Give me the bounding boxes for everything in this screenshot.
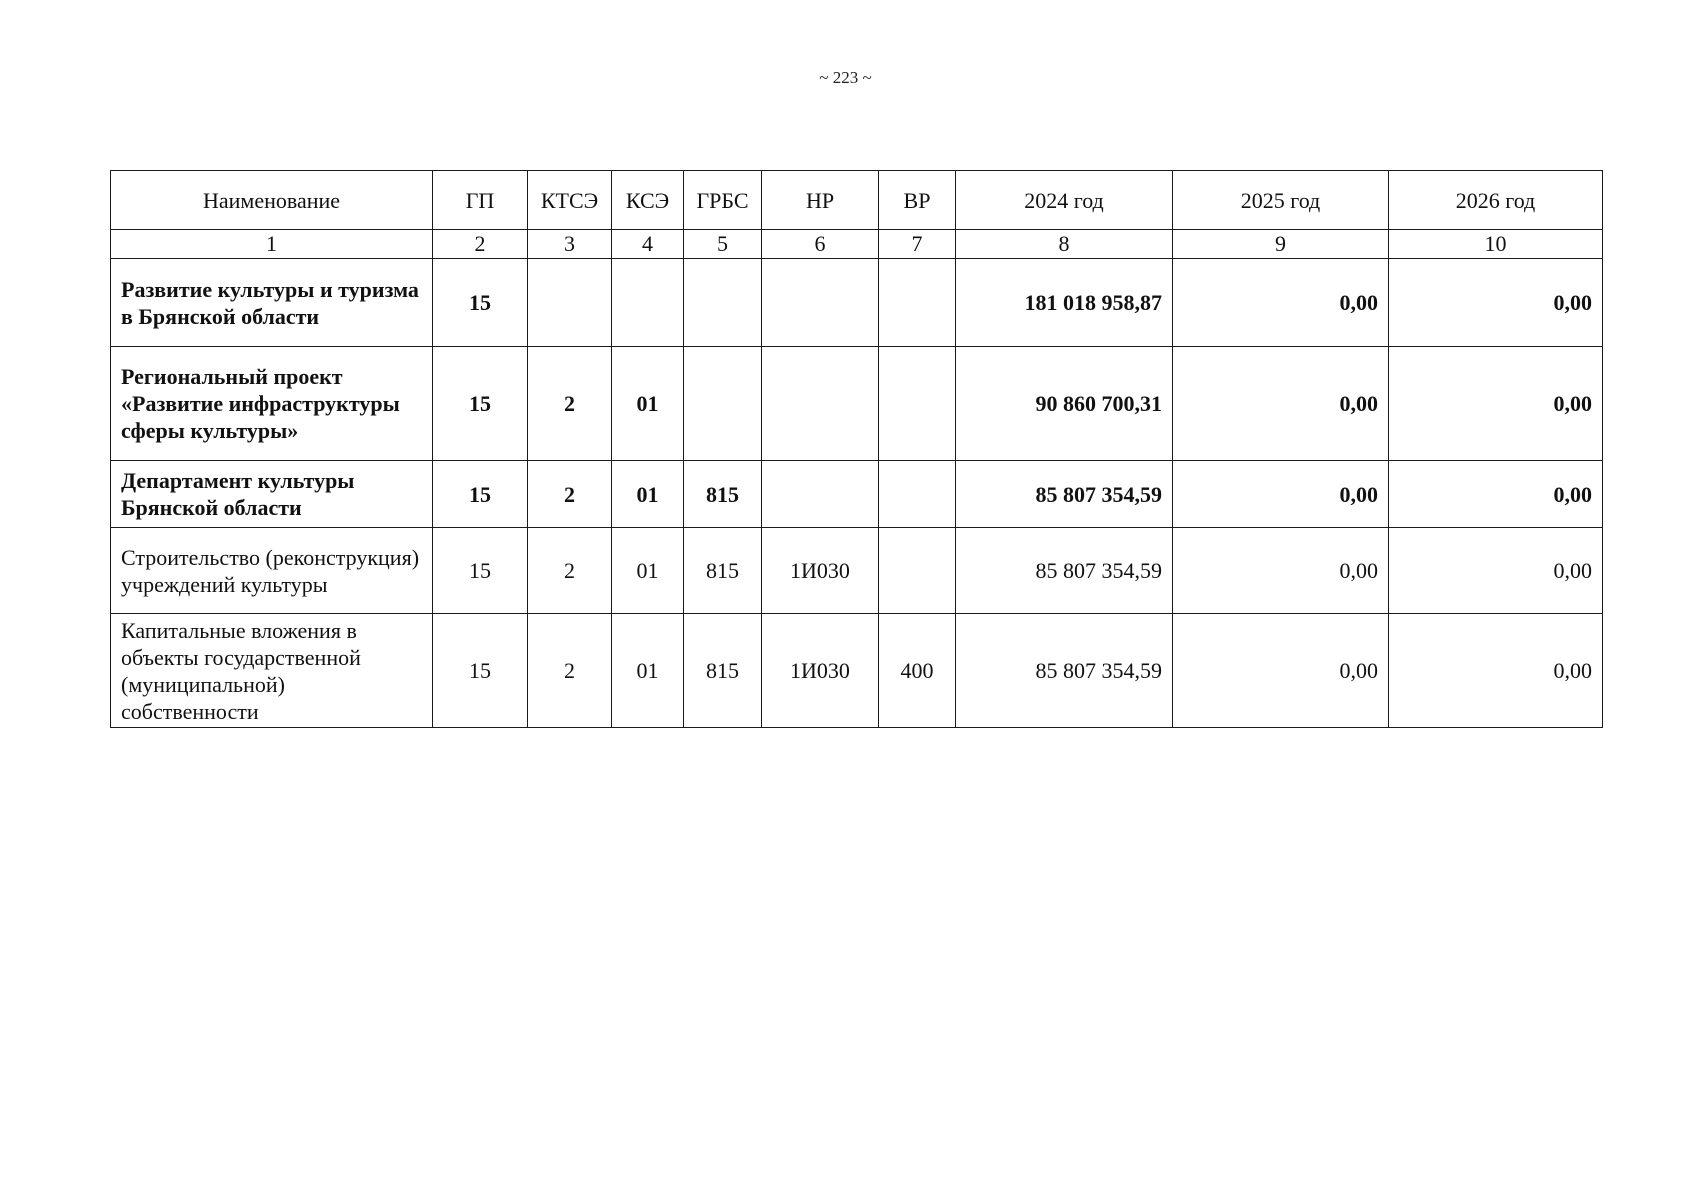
amount-2026: 0,00 xyxy=(1389,614,1603,728)
column-index: 10 xyxy=(1389,230,1603,259)
grbs-cell: 815 xyxy=(684,461,762,528)
vr-cell xyxy=(879,259,956,347)
vr-cell xyxy=(879,347,956,461)
amount-2025: 0,00 xyxy=(1173,259,1389,347)
column-header-vr: ВР xyxy=(879,171,956,230)
table-header-row xyxy=(111,171,1603,230)
vr-cell xyxy=(879,461,956,528)
table-row xyxy=(111,614,1603,728)
row-name: Региональный проект «Развитие инфраструктуры сферы культуры» xyxy=(111,347,433,461)
kse-cell: 01 xyxy=(612,461,684,528)
column-header-2026: 2026 год xyxy=(1389,171,1603,230)
table-row xyxy=(111,528,1603,614)
column-header-2024: 2024 год xyxy=(956,171,1173,230)
vr-cell: 400 xyxy=(879,614,956,728)
amount-2024: 85 807 354,59 xyxy=(956,614,1173,728)
column-index: 3 xyxy=(528,230,612,259)
table-row xyxy=(111,259,1603,347)
nr-cell: 1И030 xyxy=(762,614,879,728)
column-header-kse: КСЭ xyxy=(612,171,684,230)
column-index: 1 xyxy=(111,230,433,259)
kse-cell: 01 xyxy=(612,347,684,461)
ktse-cell: 2 xyxy=(528,461,612,528)
column-index: 6 xyxy=(762,230,879,259)
column-index: 4 xyxy=(612,230,684,259)
gp-cell: 15 xyxy=(433,259,528,347)
amount-2026: 0,00 xyxy=(1389,528,1603,614)
ktse-cell: 2 xyxy=(528,614,612,728)
column-index-row xyxy=(111,230,1603,259)
gp-cell: 15 xyxy=(433,347,528,461)
ktse-cell: 2 xyxy=(528,528,612,614)
kse-cell: 01 xyxy=(612,528,684,614)
budget-table xyxy=(110,170,1603,728)
row-name: Развитие культуры и туризма в Брянской области xyxy=(111,259,433,347)
column-index: 8 xyxy=(956,230,1173,259)
nr-cell: 1И030 xyxy=(762,528,879,614)
column-header-2025: 2025 год xyxy=(1173,171,1389,230)
column-index: 9 xyxy=(1173,230,1389,259)
amount-2024: 85 807 354,59 xyxy=(956,528,1173,614)
grbs-cell: 815 xyxy=(684,614,762,728)
gp-cell: 15 xyxy=(433,461,528,528)
amount-2025: 0,00 xyxy=(1173,614,1389,728)
grbs-cell xyxy=(684,347,762,461)
nr-cell xyxy=(762,347,879,461)
column-header-grbs: ГРБС xyxy=(684,171,762,230)
amount-2024: 181 018 958,87 xyxy=(956,259,1173,347)
amount-2024: 85 807 354,59 xyxy=(956,461,1173,528)
column-index: 2 xyxy=(433,230,528,259)
gp-cell: 15 xyxy=(433,614,528,728)
vr-cell xyxy=(879,528,956,614)
amount-2025: 0,00 xyxy=(1173,461,1389,528)
column-index: 5 xyxy=(684,230,762,259)
table-row xyxy=(111,461,1603,528)
row-name: Департамент культуры Брянской области xyxy=(111,461,433,528)
amount-2024: 90 860 700,31 xyxy=(956,347,1173,461)
table-row xyxy=(111,347,1603,461)
row-name: Капитальные вложения в объекты государственной (муниципальной) собственности xyxy=(111,614,433,728)
page-number: ~ 223 ~ xyxy=(819,68,872,87)
amount-2026: 0,00 xyxy=(1389,259,1603,347)
column-header-ktse: КТСЭ xyxy=(528,171,612,230)
kse-cell xyxy=(612,259,684,347)
column-index: 7 xyxy=(879,230,956,259)
grbs-cell xyxy=(684,259,762,347)
amount-2025: 0,00 xyxy=(1173,528,1389,614)
nr-cell xyxy=(762,461,879,528)
column-header-gp: ГП xyxy=(433,171,528,230)
nr-cell xyxy=(762,259,879,347)
ktse-cell: 2 xyxy=(528,347,612,461)
amount-2025: 0,00 xyxy=(1173,347,1389,461)
amount-2026: 0,00 xyxy=(1389,461,1603,528)
ktse-cell xyxy=(528,259,612,347)
row-name: Строительство (реконструкция) учреждений культуры xyxy=(111,528,433,614)
amount-2026: 0,00 xyxy=(1389,347,1603,461)
gp-cell: 15 xyxy=(433,528,528,614)
kse-cell: 01 xyxy=(612,614,684,728)
column-header-name: Наименование xyxy=(111,171,433,230)
column-header-nr: НР xyxy=(762,171,879,230)
grbs-cell: 815 xyxy=(684,528,762,614)
